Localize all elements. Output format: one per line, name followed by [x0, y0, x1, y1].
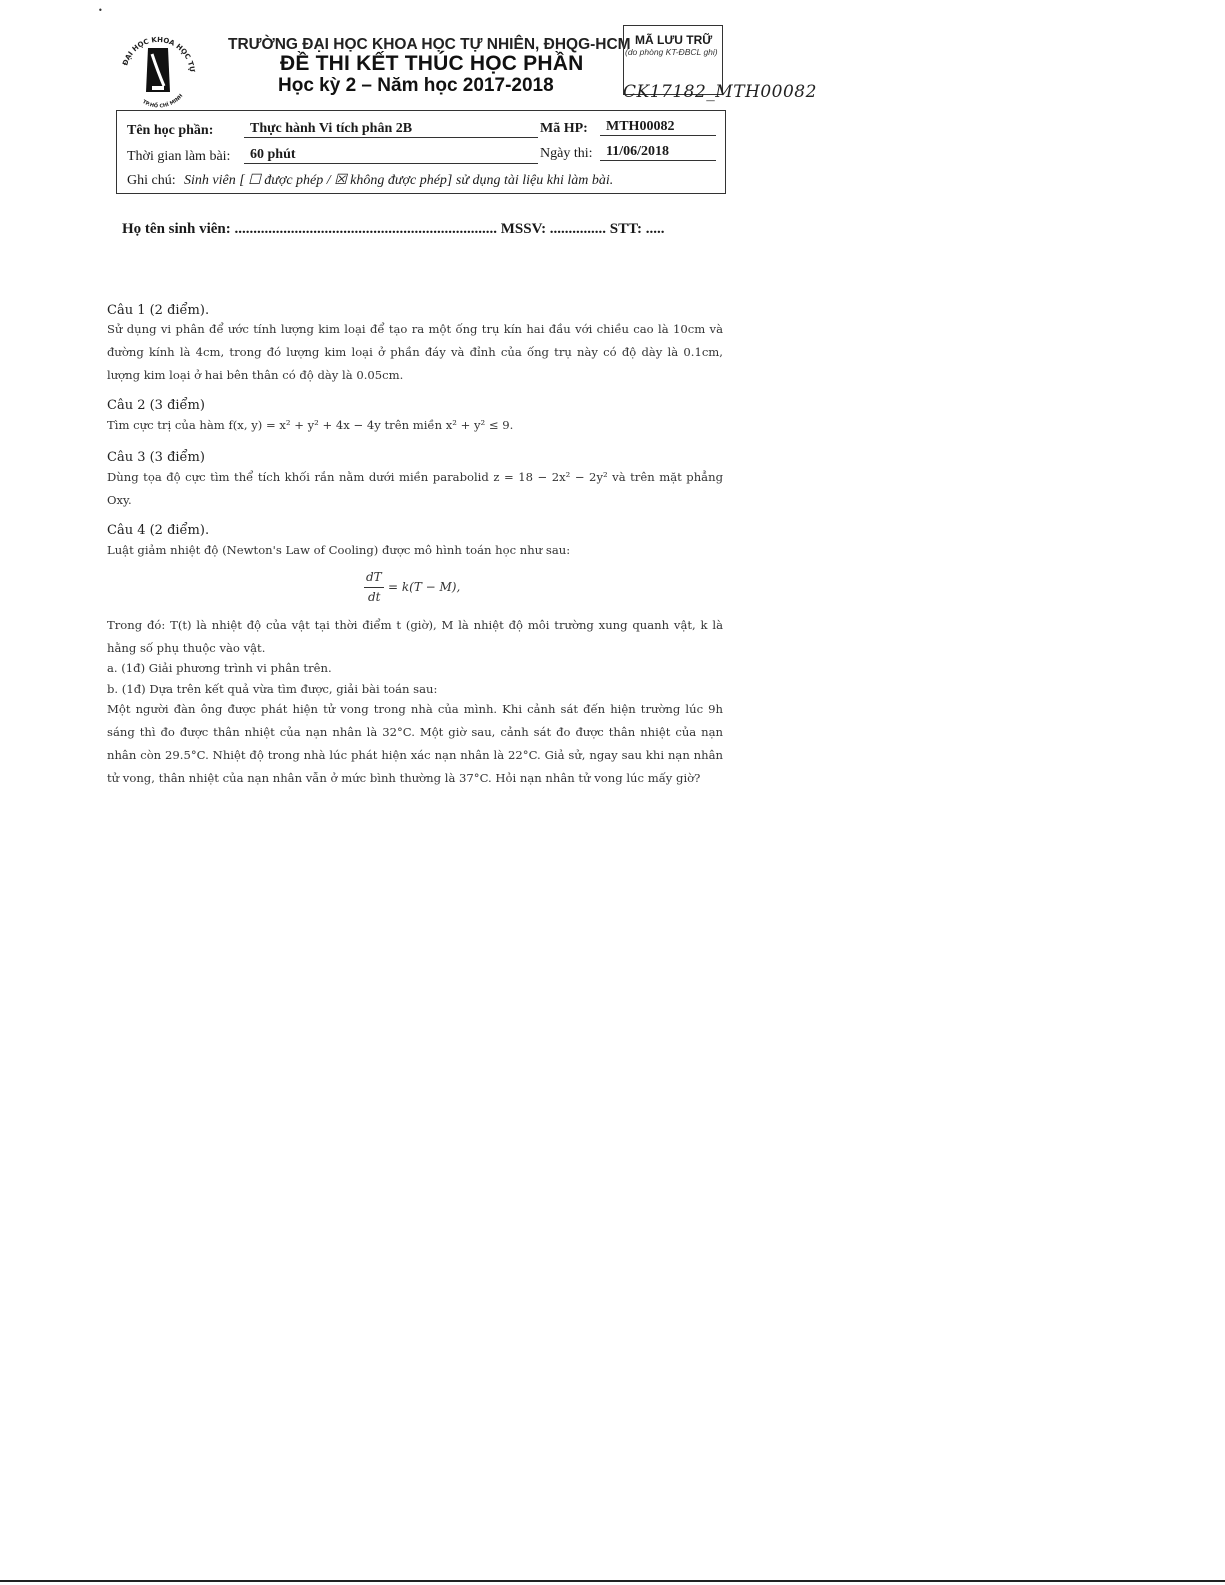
- equation-denominator: dt: [368, 590, 381, 604]
- question-1-text: Sử dụng vi phân để ước tính lượng kim loại để tạo ra một ống trụ kín hai đầu với chiều cao là 10cm và đường kính là 4cm, trong đó lượng kim loại ở phần đáy và đỉnh của ống trụ này có độ dày là 0.1cm, lượng kim loại ở hai bên thân có độ dày là 0.05cm.: [107, 322, 723, 382]
- exam-title: ĐỀ THI KẾT THÚC HỌC PHẦN: [280, 52, 584, 75]
- scan-bottom-edge: [0, 1580, 1225, 1582]
- question-1-heading: Câu 1 (2 điểm).: [107, 303, 210, 318]
- fraction-bar: [364, 587, 384, 588]
- time-value: 60 phút: [244, 147, 538, 164]
- date-value: 11/06/2018: [600, 144, 716, 161]
- code-label: Mã HP:: [540, 121, 588, 136]
- semester: Học kỳ 2 – Năm học 2017-2018: [278, 75, 554, 96]
- archive-code-handwritten: CK17182_MTH00082: [623, 82, 817, 102]
- university-name: TRƯỜNG ĐẠI HỌC KHOA HỌC TỰ NHIÊN, ĐHQG-HCM: [228, 36, 631, 53]
- question-4-intro: Luật giảm nhiệt độ (Newton's Law of Cooling) được mô hình toán học như sau:: [107, 543, 571, 557]
- archive-label: MÃ LƯU TRỮ: [635, 33, 713, 47]
- note-label: Ghi chú:: [127, 173, 176, 188]
- svg-text:TP.HỒ CHÍ MINH: [141, 93, 184, 108]
- question-4-part-b: b. (1đ) Dựa trên kết quả vừa tìm được, giải bài toán sau:: [107, 682, 438, 696]
- question-2-heading: Câu 2 (3 điểm): [107, 398, 205, 413]
- cooling-equation: [358, 570, 468, 610]
- note-value: Sinh viên [ ☐ được phép / ☒ không được phép] sử dụng tài liệu khi làm bài.: [184, 173, 614, 188]
- course-value: Thực hành Vi tích phân 2B: [244, 121, 538, 138]
- time-label: Thời gian làm bài:: [127, 149, 231, 164]
- logo-ring-text: ĐẠI HỌC KHOA HỌC TỰ: [121, 35, 197, 73]
- question-4-heading: Câu 4 (2 điểm).: [107, 523, 210, 538]
- university-logo: [112, 28, 204, 108]
- archive-note: (do phòng KT-ĐBCL ghi): [625, 47, 718, 57]
- question-4-problem: Một người đàn ông được phát hiện tử vong trong nhà của mình. Khi cảnh sát đến hiện trường lúc 9h sáng thì đo được thân nhiệt của nạn nhân là 32°C. Một giờ sau, cảnh sát đo được thân nhiệt của nạn nhân còn 29.5°C. Nhiệt độ trong nhà lúc phát hiện xác nạn nhân là 22°C. Giả sử, ngay sau khi nạn nhân tử vong, thân nhiệt của nạn nhân vẫn ở mức bình thường là 37°C. Hỏi nạn nhân tử vong lúc mấy giờ?: [107, 702, 723, 785]
- logo-bottom-text: TP.HỒ CHÍ MINH: [141, 93, 185, 108]
- student-info-line: Họ tên sinh viên: ...................................................................... MSSV: ............... STT: .....: [122, 221, 665, 237]
- question-4-where: Trong đó: T(t) là nhiệt độ của vật tại thời điểm t (giờ), M là nhiệt độ môi trường xung quanh vật, k là hằng số phụ thuộc vào vật.: [107, 618, 723, 655]
- scan-mark: •: [98, 6, 103, 15]
- code-value: MTH00082: [600, 119, 716, 136]
- equation-rhs: = k(T − M),: [388, 580, 461, 594]
- question-4-part-a: a. (1đ) Giải phương trình vi phân trên.: [107, 661, 332, 675]
- equation-numerator: dT: [366, 570, 382, 584]
- question-3-heading: Câu 3 (3 điểm): [107, 450, 205, 465]
- date-label: Ngày thi:: [540, 146, 593, 161]
- question-3-text: Dùng tọa độ cực tìm thể tích khối rắn nằm dưới miền parabolid z = 18 − 2x² − 2y² và trên mặt phẳng Oxy.: [107, 470, 723, 507]
- course-label: Tên học phần:: [127, 123, 214, 138]
- question-2-text: Tìm cực trị của hàm f(x, y) = x² + y² + 4x − 4y trên miền x² + y² ≤ 9.: [107, 418, 514, 432]
